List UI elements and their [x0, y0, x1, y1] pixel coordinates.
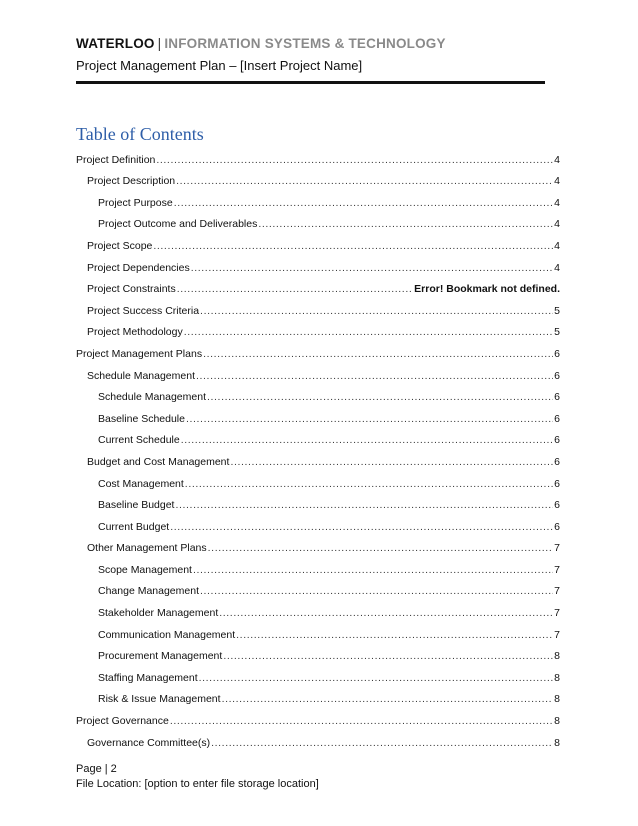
toc-entry-label: Project Outcome and Deliverables: [98, 218, 258, 231]
toc-entry-page: 6: [554, 412, 560, 425]
toc-entry[interactable]: [76, 275, 560, 297]
toc-entry-page: 6: [554, 520, 560, 533]
toc-entry-label: Cost Management: [98, 477, 184, 490]
toc-entry[interactable]: [76, 491, 560, 513]
page-footer: [76, 762, 319, 792]
toc-leader-dots: [186, 413, 553, 426]
page-header: [76, 36, 546, 74]
toc-entry[interactable]: [76, 555, 560, 577]
brand-separator: |: [157, 36, 162, 51]
toc-entry-page: 6: [554, 347, 560, 360]
toc-entry[interactable]: [76, 426, 560, 448]
toc-entry-label: Project Purpose: [98, 196, 173, 209]
toc-leader-dots: [170, 521, 553, 534]
toc-entry[interactable]: [76, 469, 560, 491]
toc-entry[interactable]: [76, 685, 560, 707]
toc-entry-page: 6: [554, 391, 560, 404]
toc-entry-page: 7: [554, 542, 560, 555]
toc-entry-page: 8: [554, 693, 560, 706]
toc-entry-label: Staffing Management: [98, 671, 198, 684]
toc-entry-label: Project Description: [87, 175, 176, 188]
toc-entry[interactable]: [76, 620, 560, 642]
toc-entry[interactable]: [76, 728, 560, 750]
toc-leader-dots: [176, 175, 553, 188]
toc-entry-label: Current Budget: [98, 520, 170, 533]
toc-entry-label: Other Management Plans: [87, 542, 207, 555]
toc-entry-label: Change Management: [98, 585, 199, 598]
toc-leader-dots: [211, 737, 553, 750]
toc-entry-label: Baseline Schedule: [98, 412, 185, 425]
toc-entry[interactable]: [76, 404, 560, 426]
toc-leader-dots: [236, 629, 553, 642]
toc-entry-page: 8: [554, 736, 560, 749]
toc-leader-dots: [174, 197, 553, 210]
toc-leader-dots: [181, 434, 553, 447]
toc-entry[interactable]: [76, 318, 560, 340]
toc-entry-page: 8: [554, 650, 560, 663]
toc-entry-label: Scope Management: [98, 563, 192, 576]
header-divider: [76, 81, 545, 84]
toc-leader-dots: [223, 650, 553, 663]
toc-entry[interactable]: [76, 663, 560, 685]
toc-entry-label: Budget and Cost Management: [87, 455, 230, 468]
toc-leader-dots: [199, 672, 554, 685]
toc-entry-label: Project Success Criteria: [87, 304, 200, 317]
toc-leader-dots: [175, 499, 553, 512]
toc-leader-dots: [184, 326, 553, 339]
toc-entry-label: Project Scope: [87, 239, 153, 252]
page-number: Page | 2: [76, 763, 117, 775]
toc-entry-page: 4: [554, 261, 560, 274]
toc-entry-label: Procurement Management: [98, 650, 223, 663]
toc-entry-label: Communication Management: [98, 628, 236, 641]
toc-entry-page: 4: [554, 218, 560, 231]
toc-entry[interactable]: [76, 231, 560, 253]
toc-entry[interactable]: [76, 598, 560, 620]
table-of-contents: [76, 145, 560, 750]
toc-entry-page: 6: [554, 477, 560, 490]
toc-entry-page: 4: [554, 239, 560, 252]
toc-leader-dots: [222, 693, 554, 706]
toc-leader-dots: [191, 262, 553, 275]
toc-leader-dots: [185, 478, 553, 491]
toc-leader-dots: [156, 154, 553, 167]
toc-entry-label: Baseline Budget: [98, 499, 175, 512]
toc-entry-page: 7: [554, 607, 560, 620]
toc-heading: Table of Contents: [76, 124, 204, 144]
toc-entry-page: 7: [554, 628, 560, 641]
toc-entry-label: Project Governance: [76, 715, 169, 728]
toc-entry-label: Schedule Management: [98, 391, 206, 404]
toc-entry-page: 4: [554, 175, 560, 188]
brand-sub: INFORMATION SYSTEMS & TECHNOLOGY: [164, 36, 446, 51]
file-location: File Location: [option to enter file storage location]: [76, 778, 319, 790]
toc-leader-dots: [193, 564, 553, 577]
toc-entry-page: 7: [554, 585, 560, 598]
brand-line: [76, 36, 546, 52]
toc-leader-dots: [177, 283, 413, 296]
toc-entry-page: 6: [554, 499, 560, 512]
brand-main: WATERLOO: [76, 36, 155, 51]
toc-entry-label: Risk & Issue Management: [98, 693, 221, 706]
toc-entry[interactable]: [76, 296, 560, 318]
toc-entry-label: Project Dependencies: [87, 261, 190, 274]
toc-entry-label: Project Management Plans: [76, 347, 203, 360]
toc-leader-dots: [196, 370, 553, 383]
toc-entry-label: Governance Committee(s): [87, 736, 211, 749]
toc-entry-page: 6: [554, 434, 560, 447]
toc-entry-page: 6: [554, 455, 560, 468]
toc-entry-page: 8: [554, 715, 560, 728]
toc-entry[interactable]: [76, 706, 560, 728]
toc-entry[interactable]: [76, 339, 560, 361]
toc-entry-page: 6: [554, 369, 560, 382]
toc-leader-dots: [219, 607, 553, 620]
toc-leader-dots: [153, 240, 553, 253]
toc-entry-label: Current Schedule: [98, 434, 180, 447]
toc-leader-dots: [208, 542, 554, 555]
toc-leader-dots: [230, 456, 553, 469]
toc-leader-dots: [203, 348, 553, 361]
toc-leader-dots: [170, 715, 553, 728]
toc-entry-label: Stakeholder Management: [98, 607, 219, 620]
toc-entry[interactable]: [76, 253, 560, 275]
toc-entry[interactable]: [76, 383, 560, 405]
toc-entry[interactable]: [76, 512, 560, 534]
toc-leader-dots: [207, 391, 553, 404]
toc-entry[interactable]: [76, 210, 560, 232]
toc-entry-page: 5: [554, 304, 560, 317]
toc-entry[interactable]: [76, 577, 560, 599]
toc-leader-dots: [200, 305, 553, 318]
toc-entry-page: 4: [554, 153, 560, 166]
toc-entry[interactable]: [76, 167, 560, 189]
toc-entry-label: Project Definition: [76, 153, 156, 166]
toc-entry[interactable]: [76, 145, 560, 167]
toc-leader-dots: [258, 218, 553, 231]
toc-entry[interactable]: [76, 642, 560, 664]
toc-entry[interactable]: [76, 361, 560, 383]
toc-entry-page: 8: [554, 671, 560, 684]
toc-entry-label: Project Constraints: [87, 283, 176, 296]
toc-entry-page: Error! Bookmark not defined.: [414, 283, 560, 296]
toc-entry[interactable]: [76, 188, 560, 210]
toc-entry-page: 5: [554, 326, 560, 339]
toc-entry-label: Project Methodology: [87, 326, 183, 339]
toc-entry[interactable]: [76, 447, 560, 469]
toc-entry-page: 7: [554, 563, 560, 576]
toc-entry-page: 4: [554, 196, 560, 209]
toc-entry[interactable]: [76, 534, 560, 556]
document-title: Project Management Plan – [Insert Project Name]: [76, 58, 363, 73]
toc-entry-label: Schedule Management: [87, 369, 195, 382]
toc-leader-dots: [200, 585, 553, 598]
